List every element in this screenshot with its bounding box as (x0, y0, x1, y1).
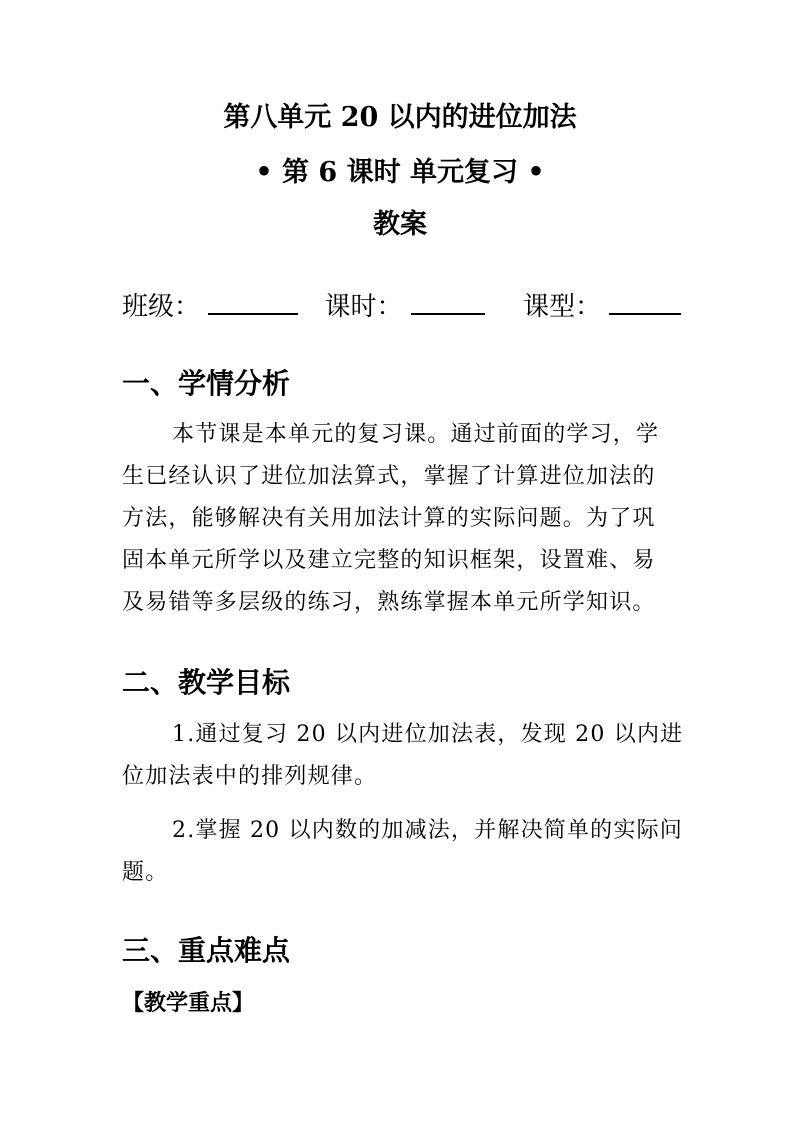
paragraph-line: 题。 (122, 860, 169, 885)
class-blank-field[interactable] (208, 285, 298, 315)
goal-item-1 (122, 714, 682, 798)
analysis-paragraph (122, 414, 682, 624)
period-label: 课时： (324, 292, 403, 322)
goal-item-2 (122, 810, 682, 894)
lesson-title: • 第 6 课时 单元复习 • (255, 157, 545, 188)
paragraph-line: 及易错等多层级的练习，熟练掌握本单元所学知识。 (122, 590, 656, 615)
paragraph-line: 2.掌握 20 以内数的加减法，并解决简单的实际问 (172, 818, 683, 843)
paragraph-line: 方法，能够解决有关用加法计算的实际问题。为了巩 (122, 506, 656, 531)
section-heading-analysis: 一、学情分析 (122, 367, 291, 400)
unit-title: 第八单元 20 以内的进位加法 (223, 102, 577, 133)
class-label: 班级： (122, 292, 201, 322)
paragraph-line: 生已经认识了进位加法算式，掌握了计算进位加法的 (122, 464, 656, 489)
paragraph-line: 本节课是本单元的复习课。通过前面的学习，学 (172, 422, 660, 447)
paragraph-line: 位加法表中的排列规律。 (122, 764, 378, 789)
teaching-key-points-label: 【教学重点】 (122, 990, 255, 1016)
section-heading-key-points: 三、重点难点 (122, 934, 291, 967)
meta-info-row (122, 285, 681, 325)
document-type-title: 教案 (373, 209, 427, 240)
period-blank-field[interactable] (411, 285, 485, 315)
type-label: 课型： (523, 292, 602, 322)
section-heading-goals: 二、教学目标 (122, 666, 291, 699)
type-blank-field[interactable] (609, 285, 681, 315)
paragraph-line: 固本单元所学以及建立完整的知识框架，设置难、易 (122, 548, 656, 573)
paragraph-line: 1.通过复习 20 以内进位加法表，发现 20 以内进 (172, 722, 684, 747)
